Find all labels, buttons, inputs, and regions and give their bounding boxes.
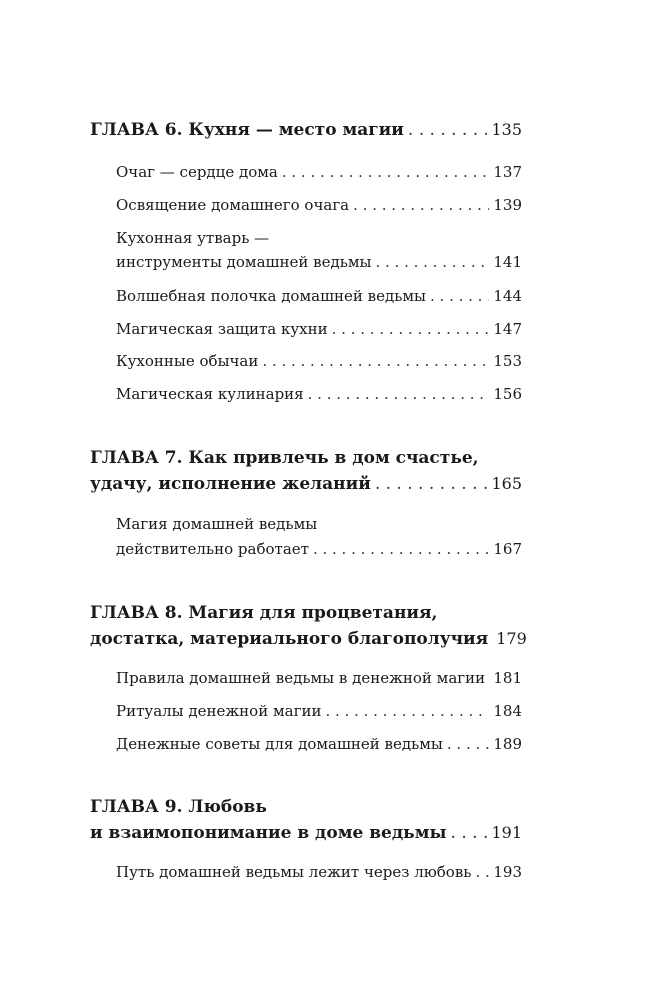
page-number: 184 bbox=[493, 702, 522, 720]
entry-title: Магическая защита кухни bbox=[116, 320, 328, 338]
dot-leader bbox=[408, 120, 488, 140]
toc-entry[interactable] bbox=[116, 669, 522, 687]
entry-title: действительно работает bbox=[116, 540, 309, 558]
chapter-title: удачу, исполнение желаний bbox=[90, 474, 371, 494]
chapter-title: ГЛАВА 9. Любовь bbox=[90, 797, 267, 817]
entry-title: Правила домашней ведьмы в денежной магии bbox=[116, 669, 486, 687]
dot-leader bbox=[430, 287, 489, 305]
page-number: 153 bbox=[493, 352, 522, 370]
toc-entry[interactable] bbox=[116, 320, 522, 338]
toc-entry[interactable] bbox=[116, 863, 522, 881]
page-number: 139 bbox=[493, 196, 522, 214]
toc-entry[interactable] bbox=[116, 385, 522, 403]
chapter-8-heading-line1[interactable] bbox=[90, 603, 437, 623]
chapter-title: ГЛАВА 6. Кухня — место магии bbox=[90, 120, 404, 140]
dot-leader bbox=[308, 385, 490, 403]
entry-title: Кухонные обычаи bbox=[116, 352, 259, 370]
dot-leader bbox=[325, 702, 489, 720]
chapter-9-heading[interactable] bbox=[90, 823, 522, 843]
entry-title: Магическая кулинария bbox=[116, 385, 304, 403]
toc-entry[interactable] bbox=[116, 540, 522, 558]
page-number: 135 bbox=[491, 120, 522, 139]
page-number: 156 bbox=[493, 385, 522, 403]
page-number: 165 bbox=[491, 474, 522, 493]
toc-entry[interactable] bbox=[116, 702, 522, 720]
entry-title: Очаг — сердце дома bbox=[116, 163, 278, 181]
dot-leader bbox=[375, 474, 488, 494]
entry-title: Магия домашней ведьмы bbox=[116, 515, 318, 533]
chapter-8-heading[interactable] bbox=[90, 629, 527, 649]
chapter-7-heading[interactable] bbox=[90, 474, 522, 494]
dot-leader bbox=[447, 735, 489, 753]
chapter-title: ГЛАВА 8. Магия для процветания, bbox=[90, 603, 438, 623]
chapter-title: и взаимопонимание в доме ведьмы bbox=[90, 823, 447, 843]
toc-entry[interactable] bbox=[116, 352, 522, 370]
dot-leader bbox=[282, 163, 490, 181]
dot-leader bbox=[262, 352, 489, 370]
chapter-9-heading-line1[interactable] bbox=[90, 797, 267, 817]
chapter-7-heading-line1[interactable] bbox=[90, 448, 479, 468]
toc-entry[interactable] bbox=[116, 287, 522, 305]
dot-leader bbox=[313, 540, 489, 558]
page-number: 147 bbox=[493, 320, 522, 338]
entry-title: Волшебная полочка домашней ведьмы bbox=[116, 287, 426, 305]
chapter-6-heading[interactable] bbox=[90, 120, 522, 140]
entry-title: Ритуалы денежной магии bbox=[116, 702, 322, 720]
page-number: 167 bbox=[493, 540, 522, 558]
dot-leader bbox=[332, 320, 490, 338]
entry-title: Денежные советы для домашней ведьмы bbox=[116, 735, 443, 753]
toc-entry-line1[interactable] bbox=[116, 515, 317, 533]
toc-entry[interactable] bbox=[116, 253, 522, 271]
toc-entry[interactable] bbox=[116, 163, 522, 181]
dot-leader bbox=[353, 196, 489, 214]
page-number: 193 bbox=[493, 863, 522, 881]
page-number: 137 bbox=[493, 163, 522, 181]
chapter-title: ГЛАВА 7. Как привлечь в дом счастье, bbox=[90, 448, 479, 468]
entry-title: Освящение домашнего очага bbox=[116, 196, 350, 214]
dot-leader bbox=[451, 823, 488, 843]
page-number: 179 bbox=[496, 629, 527, 648]
entry-title: инструменты домашней ведьмы bbox=[116, 253, 372, 271]
page-number: 191 bbox=[491, 823, 522, 842]
chapter-title: достатка, материального благополучия bbox=[90, 629, 489, 649]
entry-title: Кухонная утварь — bbox=[116, 229, 270, 247]
toc-entry[interactable] bbox=[116, 735, 522, 753]
page-number: 189 bbox=[493, 735, 522, 753]
dot-leader bbox=[475, 863, 489, 881]
page-number: 144 bbox=[493, 287, 522, 305]
toc-entry[interactable] bbox=[116, 196, 522, 214]
page-number: 141 bbox=[493, 253, 522, 271]
page-number: 181 bbox=[493, 669, 522, 687]
dot-leader bbox=[375, 253, 489, 271]
toc-entry-line1[interactable] bbox=[116, 229, 269, 247]
entry-title: Путь домашней ведьмы лежит через любовь bbox=[116, 863, 472, 881]
